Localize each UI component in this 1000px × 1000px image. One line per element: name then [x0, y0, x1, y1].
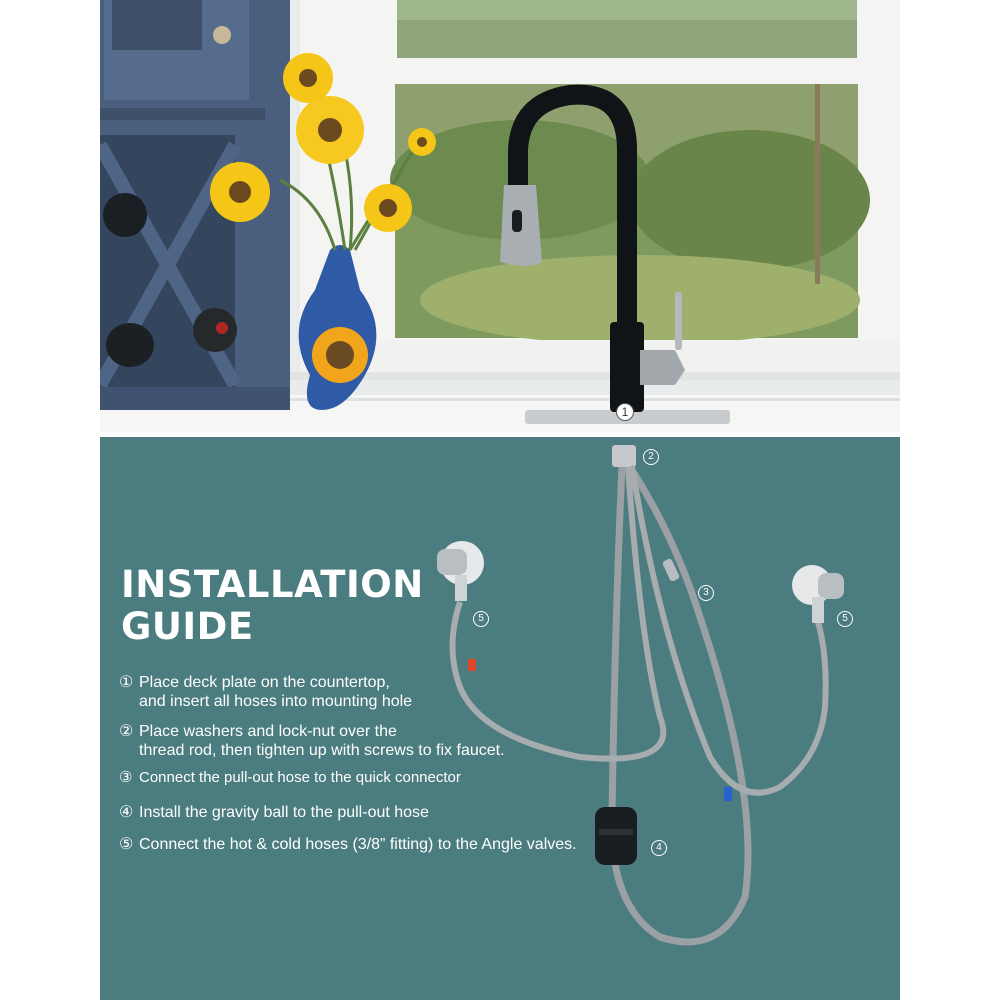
marker-5-left: 5 [473, 611, 489, 627]
hoses-diagram [100, 437, 900, 1000]
marker-3: 3 [698, 585, 714, 601]
step-number: ① [119, 674, 134, 691]
installation-panel [100, 437, 900, 1000]
step-number: ④ [119, 804, 134, 821]
title-line-2: GUIDE [121, 605, 254, 648]
step-text: Place deck plate on the countertop, [139, 674, 390, 691]
step-text: Connect the pull-out hose to the quick connector [139, 769, 461, 786]
step-text: Connect the hot & cold hoses (3/8” fitting) to the Angle valves. [139, 836, 577, 853]
step-5 [119, 835, 577, 854]
step-3 [119, 768, 461, 787]
step-2 [119, 722, 505, 760]
marker-5-right: 5 [837, 611, 853, 627]
step-text: Install the gravity ball to the pull-out hose [139, 804, 429, 821]
left-angle-valve [437, 541, 484, 601]
page-title [121, 564, 424, 648]
cold-clip [724, 787, 732, 801]
step-text: Place washers and lock-nut over the [139, 723, 397, 740]
marker-4: 4 [651, 840, 667, 856]
step-4 [119, 803, 429, 822]
right-angle-valve [792, 565, 844, 623]
faucet-handle [675, 292, 682, 350]
title-line-1: INSTALLATION [121, 563, 424, 606]
marker-2: 2 [643, 449, 659, 465]
step-number: ⑤ [119, 836, 134, 853]
step-text-line2: thread rod, then tighten up with screws to fix faucet. [139, 742, 505, 759]
kitchen-photo [100, 0, 900, 432]
step-1 [119, 673, 412, 711]
hot-clip [468, 659, 476, 671]
marker-1: 1 [616, 403, 634, 421]
mounting-connector [612, 445, 636, 467]
cabinet-knob [213, 26, 231, 44]
step-number: ② [119, 723, 134, 740]
kitchen-scene-svg [100, 0, 900, 432]
step-text-line2: and insert all hoses into mounting hole [139, 693, 413, 710]
step-number: ③ [119, 769, 133, 786]
gravity-ball [595, 807, 637, 865]
